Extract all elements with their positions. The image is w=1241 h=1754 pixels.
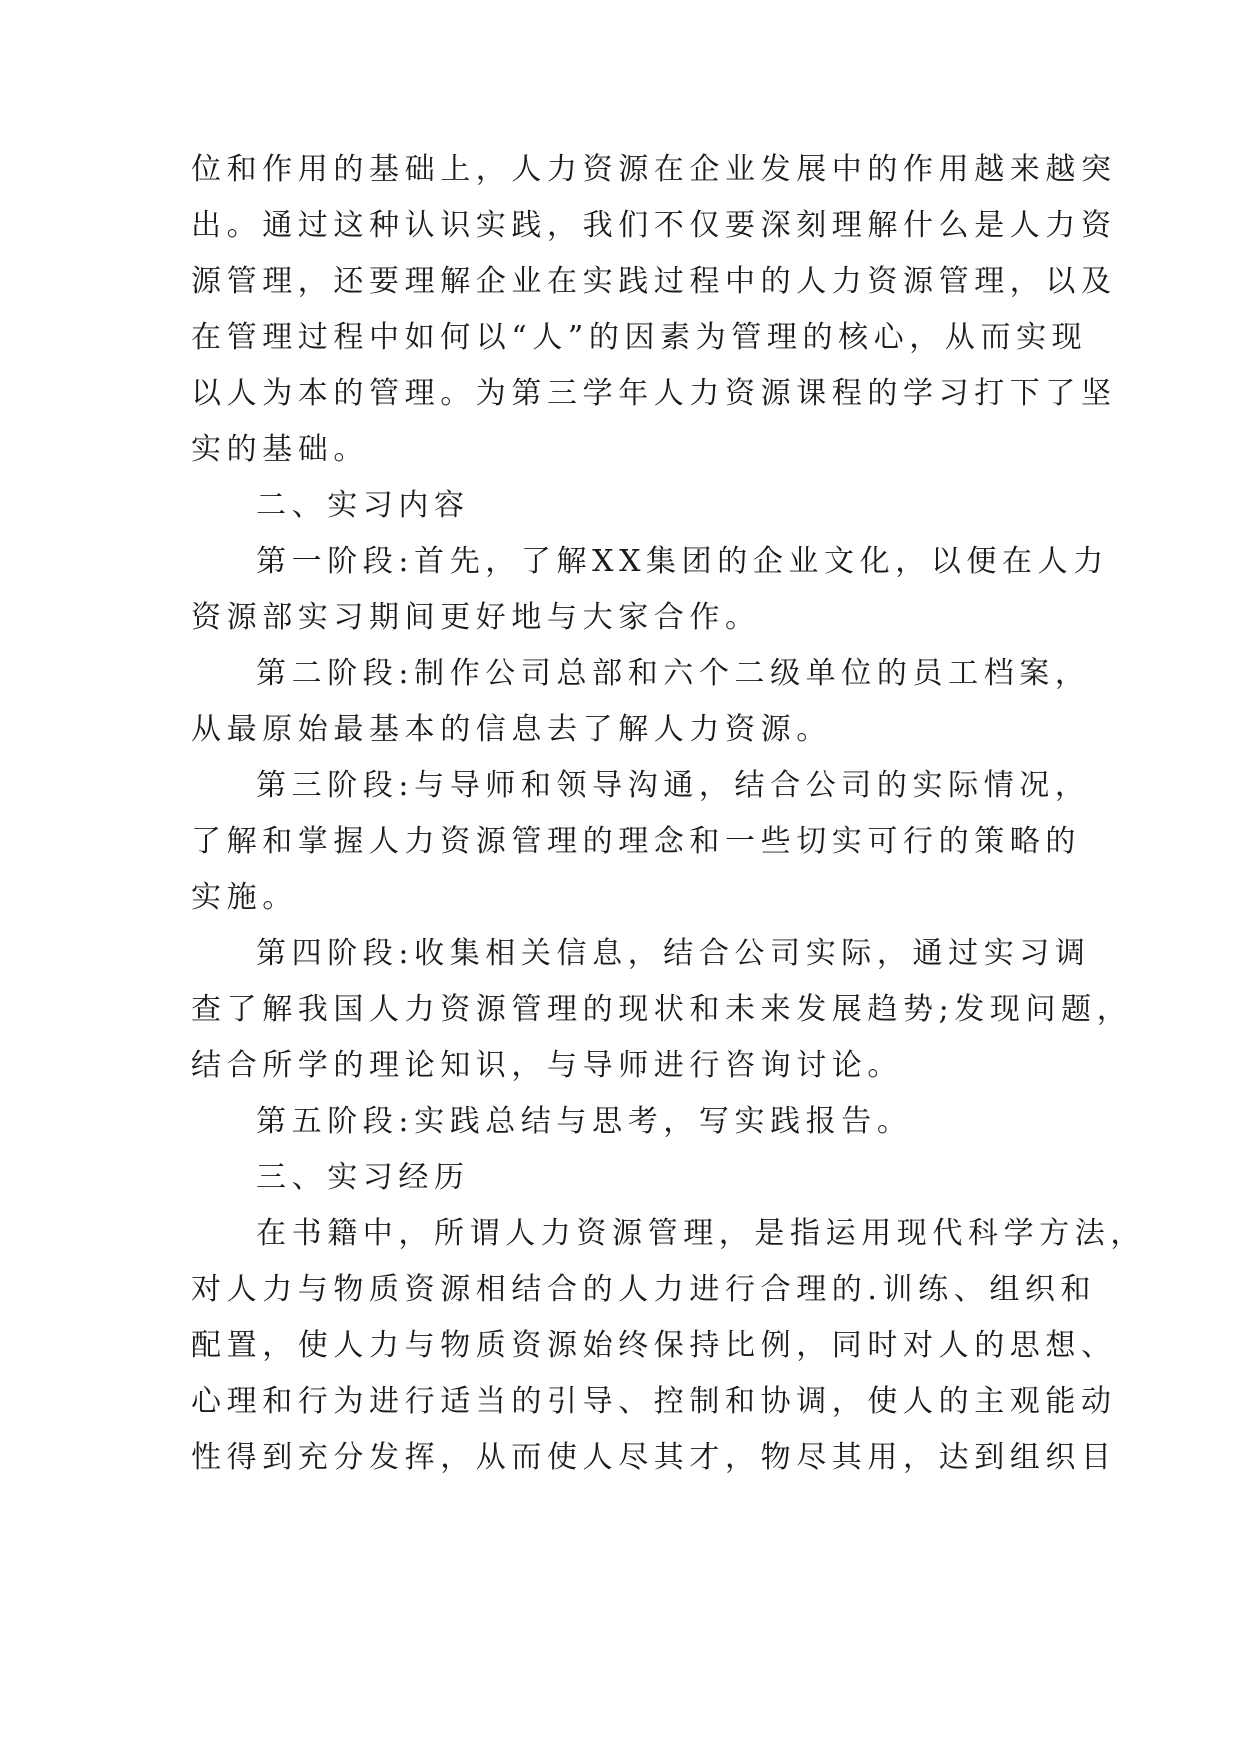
text-line: 资源部实习期间更好地与大家合作。 [191,600,761,635]
text-line: 性得到充分发挥，从而使人尽其才，物尽其用，达到组织目 [191,1440,1117,1475]
text-line: 查了解我国人力资源管理的现状和未来发展趋势;发现问题， [191,992,1133,1027]
text-line: 心理和行为进行适当的引导、控制和协调，使人的主观能动 [191,1384,1117,1419]
text-line: 了解和掌握人力资源管理的理念和一些切实可行的策略的 [191,824,1081,859]
text-line: 第三阶段:与导师和领导沟通，结合公司的实际情况， [256,768,1091,803]
text-line: 第一阶段:首先，了解XX集团的企业文化，以便在人力 [256,544,1109,579]
text-line: 位和作用的基础上，人力资源在企业发展中的作用越来越突 [191,152,1117,187]
text-line: 第五阶段:实践总结与思考，写实践报告。 [256,1104,913,1139]
text-line: 在管理过程中如何以“人”的因素为管理的核心，从而实现 [191,320,1088,355]
text-line: 第四阶段:收集相关信息，结合公司实际，通过实习调 [256,936,1091,971]
text-line: 从最原始最基本的信息去了解人力资源。 [191,712,832,747]
text-line: 以人为本的管理。为第三学年人力资源课程的学习打下了坚 [191,376,1117,411]
text-line: 源管理，还要理解企业在实践过程中的人力资源管理，以及 [191,264,1117,299]
text-line: 出。通过这种认识实践，我们不仅要深刻理解什么是人力资 [191,208,1117,243]
text-line: 第二阶段:制作公司总部和六个二级单位的员工档案， [256,656,1091,691]
text-line: 实的基础。 [191,432,369,467]
text-line: 结合所学的理论知识，与导师进行咨询讨论。 [191,1048,903,1083]
text-line: 对人力与物质资源相结合的人力进行合理的.训练、组织和 [191,1272,1097,1307]
section-heading: 二、实习内容 [256,488,470,523]
section-heading: 三、实习经历 [256,1160,470,1195]
text-line: 实施。 [191,880,298,915]
text-line: 在书籍中，所谓人力资源管理，是指运用现代科学方法， [256,1216,1146,1251]
text-line: 配置，使人力与物质资源始终保持比例，同时对人的思想、 [191,1328,1117,1363]
